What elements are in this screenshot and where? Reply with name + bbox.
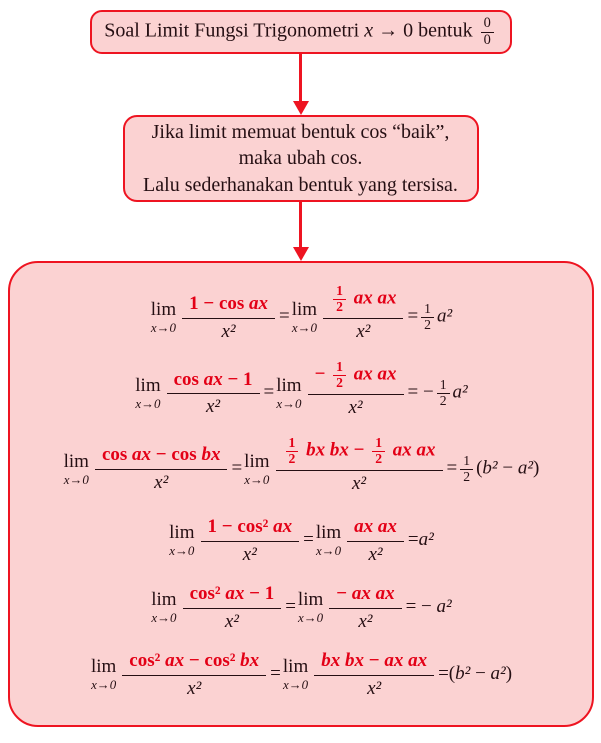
- lim-label: lim: [150, 299, 177, 321]
- math-text: 1 − cos²: [207, 515, 274, 537]
- small-fraction-denominator: 2: [333, 299, 346, 315]
- math-text: − cos²: [184, 649, 241, 671]
- math-text: =: [263, 381, 275, 403]
- denominator: [122, 675, 266, 700]
- small-fraction: [286, 436, 299, 467]
- small-fraction: [437, 378, 450, 409]
- arrow-shaft: [299, 54, 301, 101]
- math-text: x²: [205, 396, 221, 418]
- math-text: ax ax: [349, 363, 397, 385]
- lim-subscript: x→0: [91, 677, 117, 693]
- math-text: =: [270, 663, 281, 685]
- denominator: [183, 608, 282, 633]
- lim-label: lim: [169, 522, 195, 544]
- math-text: =: [407, 305, 419, 327]
- limit-operator: [151, 300, 176, 335]
- small-fraction-denominator: 2: [333, 375, 346, 391]
- math-text: ax ax: [384, 649, 428, 671]
- small-fraction: [481, 16, 494, 48]
- math-text: ax: [249, 292, 269, 314]
- lim-label: lim: [282, 656, 309, 678]
- small-fraction: [333, 360, 346, 391]
- math-text: = −: [407, 381, 434, 403]
- fraction: [308, 360, 404, 418]
- lim-subscript: x→0: [244, 471, 270, 487]
- small-fraction-numerator: 1: [336, 359, 343, 375]
- fraction: [347, 516, 404, 566]
- math-text: a²: [418, 528, 434, 550]
- numerator: [308, 360, 404, 394]
- math-text: cos: [173, 368, 204, 390]
- limit-operator: [276, 376, 301, 411]
- numerator: [201, 516, 300, 541]
- math-text: −: [470, 663, 491, 685]
- math-text: (: [476, 457, 483, 479]
- numerator: [276, 436, 443, 470]
- step-line-2: maka ubah cos.: [238, 147, 363, 170]
- arrow-down-icon: [286, 202, 316, 261]
- math-text: =: [438, 663, 449, 685]
- numerator: [122, 650, 266, 675]
- small-fraction: [421, 302, 434, 333]
- numerator: [347, 516, 404, 541]
- arrow-shaft: [299, 202, 301, 247]
- math-text: ): [505, 663, 513, 685]
- formulas-box: [8, 261, 594, 727]
- fraction: [201, 516, 300, 566]
- math-text: − cos: [151, 444, 202, 466]
- lim-label: lim: [315, 522, 342, 544]
- lim-label: lim: [297, 589, 324, 611]
- limit-operator: [135, 376, 160, 411]
- lim-label: lim: [135, 374, 161, 396]
- math-text: x: [364, 19, 374, 42]
- small-fraction-numerator: 1: [288, 434, 296, 450]
- fraction: [323, 284, 403, 342]
- math-text: b²: [455, 663, 471, 685]
- math-text: ax: [132, 444, 152, 466]
- math-text: Soal Limit Fungsi Trigonometri: [104, 19, 365, 42]
- lim-subscript: x→0: [169, 543, 195, 559]
- math-text: 1 − cos: [189, 292, 250, 314]
- math-text: =: [407, 528, 419, 550]
- math-text: − 1: [222, 368, 253, 390]
- math-text: =: [231, 457, 243, 479]
- small-fraction-numerator: 1: [424, 301, 431, 317]
- fraction: [183, 583, 282, 633]
- math-text: −: [336, 582, 352, 604]
- small-fraction-numerator: 1: [336, 283, 343, 299]
- arrow-head: [293, 247, 309, 261]
- denominator: [308, 394, 404, 419]
- limit-operator: [91, 657, 116, 692]
- lim-subscript: x→0: [315, 543, 342, 559]
- small-fraction: [333, 284, 346, 315]
- math-text: bx bx: [321, 649, 364, 671]
- limit-operator: [64, 452, 89, 487]
- math-text: x²: [187, 677, 202, 699]
- small-fraction-denominator: 2: [437, 393, 450, 409]
- limit-operator: [151, 590, 176, 625]
- math-text: a²: [437, 305, 453, 327]
- formula-row: [14, 650, 588, 700]
- math-text: ax ax: [388, 439, 436, 461]
- fraction: [167, 369, 260, 419]
- formula-row: [14, 516, 588, 566]
- lim-subscript: x→0: [151, 610, 177, 626]
- small-fraction-numerator: 1: [463, 452, 471, 468]
- small-fraction-denominator: 2: [421, 317, 434, 333]
- math-text: x²: [224, 610, 239, 632]
- math-text: b²: [482, 457, 498, 479]
- lim-subscript: x→0: [150, 320, 176, 336]
- numerator: [314, 650, 434, 675]
- lim-subscript: x→0: [135, 395, 161, 411]
- lim-label: lim: [276, 374, 302, 396]
- math-text: x²: [242, 543, 257, 565]
- numerator: [329, 583, 401, 608]
- small-fraction-numerator: 1: [375, 434, 383, 450]
- formula-row: [14, 283, 588, 346]
- denominator: [314, 675, 434, 700]
- lim-subscript: x→0: [63, 471, 89, 487]
- math-text: ax ax: [348, 288, 397, 310]
- math-text: =: [446, 457, 458, 479]
- math-text: ax: [225, 582, 245, 604]
- math-text: =: [279, 305, 290, 327]
- math-text: bx: [240, 649, 260, 671]
- math-text: =: [303, 528, 314, 550]
- math-text: −: [314, 363, 331, 385]
- math-text: cos²: [189, 582, 226, 604]
- fraction: [95, 444, 227, 494]
- lim-subscript: x→0: [283, 677, 309, 693]
- lim-subscript: x→0: [276, 395, 302, 411]
- lim-subscript: x→0: [298, 610, 324, 626]
- denominator: [95, 469, 227, 494]
- math-text: x²: [221, 320, 236, 342]
- math-text: bx: [201, 444, 221, 466]
- numerator: [183, 583, 282, 608]
- math-text: x²: [356, 320, 371, 342]
- formula-row: [14, 434, 588, 498]
- denominator: [329, 608, 401, 633]
- fraction: [329, 583, 401, 633]
- formula-row: [14, 359, 588, 422]
- math-text: x²: [351, 472, 367, 494]
- lim-label: lim: [90, 656, 117, 678]
- denominator: [323, 318, 403, 343]
- limit-operator: [316, 523, 341, 558]
- step-line-1: Jika limit memuat bentuk cos “baik”,: [151, 120, 450, 143]
- small-fraction-denominator: 0: [481, 32, 494, 49]
- math-text: ): [533, 457, 540, 479]
- numerator: [323, 284, 403, 318]
- lim-label: lim: [244, 450, 270, 472]
- math-text: a²: [517, 457, 534, 479]
- denominator: [276, 470, 443, 495]
- math-text: ax: [203, 368, 223, 390]
- math-text: a²: [436, 595, 452, 617]
- math-text: bx bx: [301, 439, 354, 461]
- fraction: [276, 436, 443, 494]
- math-text: a²: [490, 663, 506, 685]
- lim-label: lim: [63, 450, 89, 472]
- denominator: [167, 393, 260, 418]
- lim-label: lim: [291, 299, 318, 321]
- math-text: x²: [348, 396, 363, 418]
- math-text: = −: [405, 595, 437, 617]
- title-text: [104, 16, 497, 48]
- math-text: cos: [101, 444, 133, 466]
- title-box: [90, 10, 512, 54]
- fraction: [122, 650, 266, 700]
- limit-operator: [298, 590, 323, 625]
- math-text: − 1: [244, 582, 275, 604]
- formula-row: [14, 583, 588, 633]
- small-fraction-denominator: 2: [372, 451, 385, 467]
- math-text: x²: [358, 610, 373, 632]
- arrow-head: [293, 101, 309, 115]
- math-text: −: [497, 457, 518, 479]
- math-text: a²: [452, 381, 468, 403]
- fraction: [182, 293, 275, 343]
- numerator: [95, 444, 227, 469]
- math-text: x²: [368, 543, 383, 565]
- math-text: cos²: [129, 649, 166, 671]
- step-line-3: Lalu sederhanakan bentuk yang tersisa.: [143, 173, 458, 196]
- math-text: ax: [165, 649, 185, 671]
- math-text: (: [448, 663, 456, 685]
- fraction: [314, 650, 434, 700]
- numerator: [182, 293, 275, 318]
- limit-operator: [169, 523, 194, 558]
- math-text: x²: [367, 677, 382, 699]
- limit-operator: [283, 657, 308, 692]
- math-text: ax: [273, 515, 293, 537]
- math-text: → 0 bentuk: [373, 19, 478, 42]
- limit-operator: [244, 452, 269, 487]
- limit-operator: [292, 300, 317, 335]
- small-fraction-denominator: 2: [460, 469, 473, 485]
- small-fraction: [372, 436, 385, 467]
- arrow-down-icon: [286, 54, 316, 115]
- small-fraction-denominator: 2: [286, 451, 299, 467]
- math-text: =: [285, 595, 296, 617]
- lim-subscript: x→0: [291, 320, 317, 336]
- math-text: ax ax: [351, 582, 395, 604]
- small-fraction: [460, 454, 473, 485]
- small-fraction-numerator: 0: [483, 14, 491, 31]
- math-text: −: [353, 439, 370, 461]
- step-box: [123, 115, 479, 202]
- small-fraction-numerator: 1: [439, 377, 447, 393]
- numerator: [167, 369, 260, 394]
- denominator: [201, 541, 300, 566]
- math-text: −: [363, 649, 385, 671]
- denominator: [347, 541, 404, 566]
- math-text: ax ax: [354, 515, 397, 537]
- denominator: [182, 318, 275, 343]
- lim-label: lim: [151, 589, 177, 611]
- math-text: x²: [154, 472, 169, 494]
